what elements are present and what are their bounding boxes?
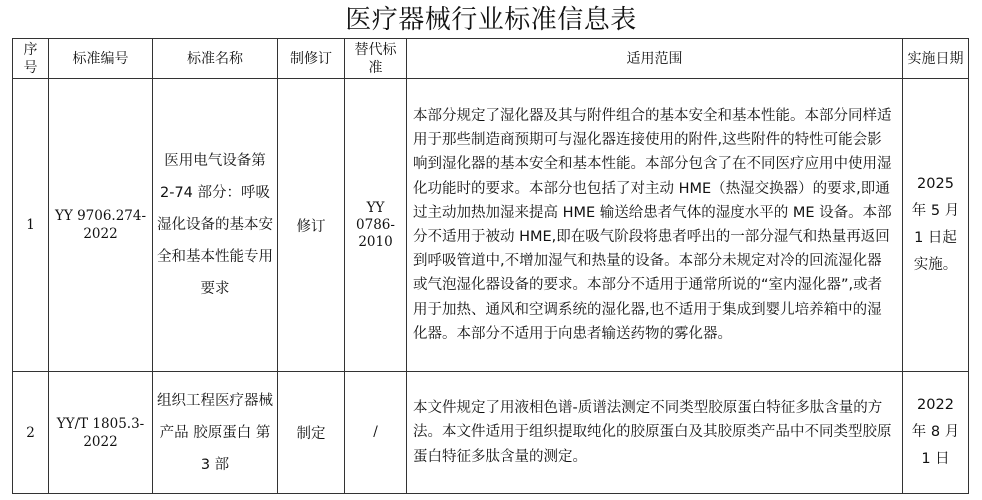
replaced-standard: / [345, 372, 407, 494]
page-title: 医疗器械行业标准信息表 [345, 5, 637, 35]
table-row [13, 372, 969, 494]
header-replaces: 替代标准 [345, 39, 407, 79]
row-index: 1 [13, 79, 49, 372]
scope-text: 本部分规定了湿化器及其与附件组合的基本安全和基本性能。本部分同样适用于那些制造商预期可与湿化器连接使用的附件,这些附件的特性可能会影响到湿化器的基本安全和基本性能。本部分包含了在不同医疗应用中使用湿化功能时的要求。本部分也包括了对主动 HME（热湿交换器）的要求,即通过主动加热加湿来提高 HME 输送给患者气体的湿度水平的 ME 设备。本部分不适用于被动 HME,即在吸气阶段将患者呼出的一部分湿气和热量再返回到呼吸管道中,不增加湿气和热量的设备。本部分未规定对冷的回流湿化器或气泡湿化器设备的要求。本部分不适用于通常所说的“室内湿化器”,或者用于加热、通风和空调系统的湿化器,也不适用于集成到婴儿培养箱中的湿化器。本部分不适用于向患者输送药物的雾化器。 [407, 79, 903, 372]
effective-date: 2022 年 8 月 1 日 [903, 372, 969, 494]
standard-code: YY 9706.274-2022 [49, 79, 153, 372]
row-index: 2 [13, 372, 49, 494]
standards-table [12, 38, 969, 494]
standard-name: 医用电气设备第 2-74 部分：呼吸湿化设备的基本安全和基本性能专用要求 [153, 79, 278, 372]
standard-name: 组织工程医疗器械产品 胶原蛋白 第 3 部 [153, 372, 278, 494]
table-header-row [13, 39, 969, 79]
table-row [13, 79, 969, 372]
header-scope: 适用范围 [407, 39, 903, 79]
header-name: 标准名称 [153, 39, 278, 79]
revision-type: 修订 [278, 79, 345, 372]
header-date: 实施日期 [903, 39, 969, 79]
header-index: 序号 [13, 39, 49, 79]
header-type: 制修订 [278, 39, 345, 79]
revision-type: 制定 [278, 372, 345, 494]
standard-code: YY/T 1805.3-2022 [49, 372, 153, 494]
scope-text: 本文件规定了用液相色谱-质谱法测定不同类型胶原蛋白特征多肽含量的方法。本文件适用于组织提取纯化的胶原蛋白及其胶原类产品中不同类型胶原蛋白特征多肽含量的测定。 [407, 372, 903, 494]
header-code: 标准编号 [49, 39, 153, 79]
replaced-standard: YY 0786-2010 [345, 79, 407, 372]
effective-date: 2025 年 5 月 1 日起实施。 [903, 79, 969, 372]
